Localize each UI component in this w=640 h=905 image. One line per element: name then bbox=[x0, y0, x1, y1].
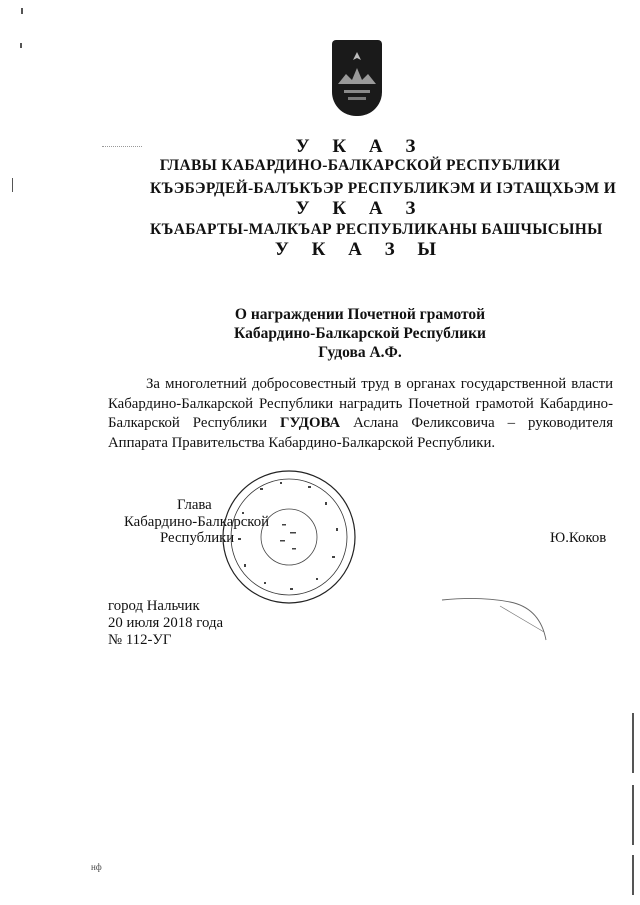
decree-title bbox=[150, 305, 570, 362]
scan-artifact bbox=[632, 713, 634, 773]
decree-heading: У К А З bbox=[295, 136, 425, 157]
official-seal-stamp bbox=[220, 468, 358, 606]
header-line-kabardian: КЪЭБЭРДЕЙ-БАЛЪКЪЭР РЕСПУБЛИКЭМ И ІЭТАЩХЬЭМ И bbox=[150, 180, 617, 197]
title-line: Гудова А.Ф. bbox=[318, 344, 402, 361]
header-line-russian: ГЛАВЫ КАБАРДИНО-БАЛКАРСКОЙ РЕСПУБЛИКИ bbox=[159, 157, 561, 174]
issue-date: 20 июля 2018 года bbox=[108, 615, 224, 631]
document-footer bbox=[108, 598, 223, 649]
scan-artifact bbox=[20, 43, 22, 48]
scan-artifact bbox=[632, 855, 634, 895]
corner-mark: нф bbox=[91, 862, 102, 872]
decree-number: № 112-УГ bbox=[108, 632, 172, 648]
header-line-balkar: КЪАБАРТЫ-МАЛКЪАР РЕСПУБЛИКАНЫ БАШЧЫСЫНЫ bbox=[150, 221, 603, 238]
scan-artifact bbox=[21, 8, 23, 14]
decree-heading-balkar: У К А З Ы bbox=[274, 239, 446, 260]
handwritten-signature-stroke bbox=[440, 592, 550, 644]
signer-name: Ю.Коков bbox=[550, 530, 607, 546]
signature-title-line: Кабардино-Балкарской bbox=[124, 514, 270, 530]
scan-artifact bbox=[632, 785, 634, 845]
coat-of-arms-emblem bbox=[332, 40, 382, 116]
scan-artifact bbox=[12, 178, 13, 192]
body-text-part: Аслана Феликсовича – руководителя Аппарата Правительства Кабардино-Балкарской Республики. bbox=[108, 415, 613, 451]
decree-heading-kabardian: У К А З bbox=[295, 198, 425, 219]
title-line: Кабардино-Балкарской Республики bbox=[234, 325, 486, 342]
awardee-surname: ГУДОВА bbox=[280, 415, 341, 431]
signature-title-line: Глава bbox=[177, 497, 212, 513]
issue-city: город Нальчик bbox=[108, 598, 200, 614]
body-text-part: За многолетний добросовестный труд в органах государственной власти Кабардино-Балкарской Республики наградить Почетной грамотой Кабардино-Балкарской Республики bbox=[108, 376, 613, 431]
title-line: О награждении Почетной грамотой bbox=[234, 306, 486, 323]
signature-title-line: Республики bbox=[160, 530, 235, 546]
decree-body bbox=[108, 375, 613, 453]
scan-artifact bbox=[102, 146, 142, 148]
